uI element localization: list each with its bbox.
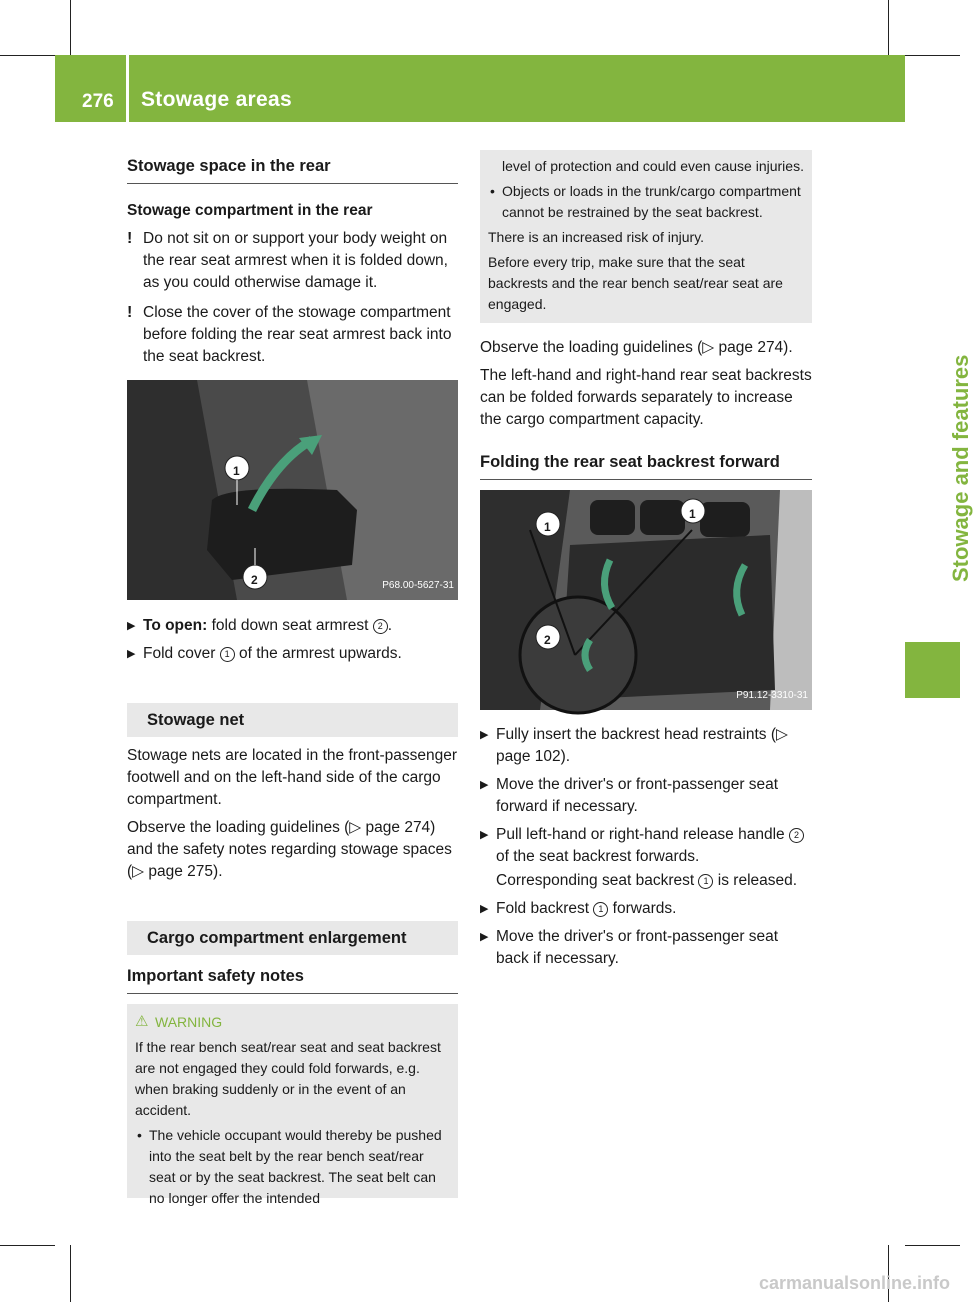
backrest-drawing	[480, 490, 812, 710]
step-text: is released.	[717, 872, 798, 889]
warning-box	[127, 1004, 458, 1206]
warning-text: level of protection and could even cause injuries.	[502, 158, 804, 174]
arrow-bullet-icon: ▶	[127, 648, 136, 660]
step-text: Fully insert the backrest head restraints (▷ page 102).	[496, 726, 788, 765]
crop-mark	[70, 0, 71, 55]
section-title: Stowage net	[127, 703, 458, 737]
chapter-title: Stowage areas	[141, 88, 292, 111]
crop-mark	[905, 1245, 960, 1246]
arrow-bullet-icon: ▶	[480, 931, 489, 943]
crop-mark	[0, 1245, 55, 1246]
arrow-bullet-icon: ▶	[480, 729, 489, 741]
step-text: fold down seat armrest	[211, 617, 369, 634]
armrest-drawing	[127, 380, 458, 600]
warning-text: There is an increased risk of injury.	[488, 229, 705, 245]
callout-1: 1	[689, 507, 696, 521]
warning-text: Objects or loads in the trunk/cargo compartment cannot be restrained by the seat backrest.	[502, 183, 801, 220]
note	[127, 228, 458, 294]
bullet-icon: •	[137, 1127, 142, 1143]
armrest-illustration	[127, 380, 458, 600]
figure-code: P68.00-5627-31	[382, 580, 454, 591]
step-text: of the armrest upwards.	[239, 645, 402, 662]
warning-text: Before every trip, make sure that the seat backrests and the rear bench seat/rear seat are engaged.	[488, 254, 783, 312]
instruction-step	[480, 774, 812, 818]
step-result	[480, 870, 812, 892]
warning-title	[135, 1012, 450, 1033]
callout-ref: 1	[593, 902, 608, 917]
bullet-icon: •	[490, 183, 495, 199]
step-text: Pull left-hand or right-hand release handle	[496, 826, 785, 843]
instruction-step	[480, 926, 812, 970]
crop-mark	[905, 55, 960, 56]
arrow-bullet-icon: ▶	[480, 829, 489, 841]
exclamation-icon: !	[127, 230, 133, 247]
arrow-bullet-icon: ▶	[127, 620, 136, 632]
step-text: Fold backrest	[496, 900, 590, 917]
instruction-step	[480, 724, 812, 768]
callout-1: 1	[233, 464, 240, 478]
figure-code: P91.12-3310-31	[736, 690, 808, 701]
instruction-step	[127, 643, 458, 665]
instruction-step	[480, 898, 812, 920]
crop-mark	[70, 1245, 71, 1302]
page-number: 276	[82, 91, 114, 112]
note-text: Close the cover of the stowage compartment before folding the rear seat armrest back into the seat backrest.	[143, 304, 452, 365]
side-tab-block	[905, 642, 960, 698]
crop-mark	[888, 0, 889, 55]
callout-ref: 1	[698, 874, 713, 889]
callout-ref: 1	[220, 647, 235, 662]
left-column	[127, 155, 458, 1206]
side-tab-label: Stowage and features	[948, 354, 973, 582]
callout-ref: 2	[373, 619, 388, 634]
warning-bullet	[135, 1125, 450, 1209]
step-text: Corresponding seat backrest	[496, 872, 695, 889]
step-text: of the seat backrest forwards.	[496, 848, 700, 865]
warning-text: If the rear bench seat/rear seat and seat backrest are not engaged they could fold forwards, e.g. when braking suddenly or in the event of an accident.	[135, 1039, 441, 1118]
warning-bullet	[488, 181, 804, 223]
crop-mark	[0, 55, 55, 56]
subsection-title: Important safety notes	[127, 965, 458, 994]
paragraph: Stowage nets are located in the front-passenger footwell and on the left-hand side of the cargo compartment.	[127, 747, 458, 808]
callout-2: 2	[544, 633, 551, 647]
warning-label: WARNING	[155, 1014, 223, 1030]
arrow-bullet-icon: ▶	[480, 903, 489, 915]
note-text: Do not sit on or support your body weight on the rear seat armrest when it is folded down, as you could otherwise damage it.	[143, 230, 448, 291]
warning-box-continued	[480, 150, 812, 323]
warning-text: The vehicle occupant would thereby be pushed into the seat belt by the rear bench seat/rear seat or by the seat backrest. The seat belt can no longer offer the intended	[149, 1127, 442, 1206]
instruction-step	[480, 824, 812, 868]
warning-bullet	[488, 156, 804, 177]
callout-ref: 2	[789, 828, 804, 843]
step-text: Move the driver's or front-passenger seat forward if necessary.	[496, 776, 779, 815]
section-title: Folding the rear seat backrest forward	[480, 451, 812, 480]
header-separator	[126, 55, 129, 122]
exclamation-icon: !	[127, 304, 133, 321]
watermark: carmanualsonline.info	[758, 1273, 950, 1293]
paragraph: The left-hand and right-hand rear seat backrests can be folded forwards separately to increase the cargo compartment capacity.	[480, 367, 812, 428]
subsection-title: Stowage compartment in the rear	[127, 202, 373, 219]
instruction-step: ▶ To open: fold down seat armrest 2 .	[127, 615, 458, 637]
step-label: To open:	[143, 617, 208, 634]
section-title: Stowage space in the rear	[127, 155, 458, 184]
backrest-illustration	[480, 490, 812, 710]
step-text: Move the driver's or front-passenger seat back if necessary.	[496, 928, 779, 967]
callout-1: 1	[544, 520, 551, 534]
warning-icon: ⚠	[135, 1013, 149, 1030]
paragraph: Observe the loading guidelines (▷ page 274).	[480, 339, 793, 356]
note	[127, 302, 458, 368]
callout-2: 2	[251, 573, 258, 587]
arrow-bullet-icon: ▶	[480, 779, 489, 791]
right-column	[480, 150, 812, 970]
paragraph: Observe the loading guidelines (▷ page 274) and the safety notes regarding stowage spaces (▷ page 275).	[127, 819, 452, 880]
step-text: forwards.	[612, 900, 677, 917]
step-text: Fold cover	[143, 645, 216, 662]
section-title: Cargo compartment enlargement	[127, 921, 458, 955]
